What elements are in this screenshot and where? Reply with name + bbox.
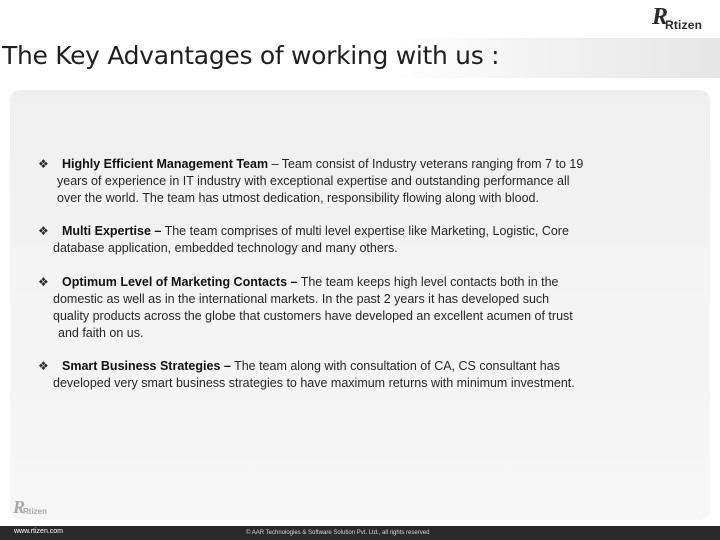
footer-copyright: © AAR Technologies & Software Solution Pvt. Ltd., all rights reserved [246,530,430,536]
footer-url[interactable]: www.rtizen.com [14,528,64,535]
bullet-text: developed very smart business strategies to have maximum returns with minimum investment. [53,376,575,390]
diamond-bullet-icon: ❖ [38,224,49,238]
diamond-bullet-icon: ❖ [38,157,49,171]
logo-mark: R [13,497,26,517]
bullet-heading: Smart Business Strategies – [62,359,231,373]
logo-mark: R [652,4,669,30]
slide-title: The Key Advantages of working with us : [2,41,500,70]
diamond-bullet-icon: ❖ [38,275,49,289]
bullet-text: The team comprises of multi level expertise like Marketing, Logistic, Core [161,224,569,238]
bullet-heading: Optimum Level of Marketing Contacts – [62,275,298,289]
bullet-line [62,223,569,240]
bullet-heading: Highly Efficient Management Team [62,157,269,171]
bullet-text: quality products across the globe that customers have developed an excellent acumen of trust [53,309,573,323]
bullet-text: and faith on us. [58,326,144,340]
bullet-line [62,156,583,173]
logo-text: Rtizen [23,507,47,516]
bullet-text: years of experience in IT industry with exceptional expertise and outstanding performance all [57,174,570,188]
diamond-bullet-icon: ❖ [38,359,49,373]
logo-text: Rtizen [665,18,703,32]
bullet-line [62,358,560,375]
bullet-text: over the world. The team has utmost dedication, responsibility flowing along with blood. [57,191,539,205]
bullet-text: The team keeps high level contacts both in the [297,275,559,289]
brand-logo [652,4,710,36]
bullet-heading: Multi Expertise – [62,224,162,238]
bullet-line [62,274,559,291]
watermark-logo [13,497,53,521]
bullet-text: The team along with consultation of CA, CS consultant has [230,359,560,373]
bullet-text: domestic as well as in the international markets. In the past 2 years it has developed such [53,292,550,306]
bullet-text: – Team consist of Industry veterans ranging from 7 to 19 [268,157,584,171]
bullet-text: database application, embedded technology and many others. [53,241,398,255]
